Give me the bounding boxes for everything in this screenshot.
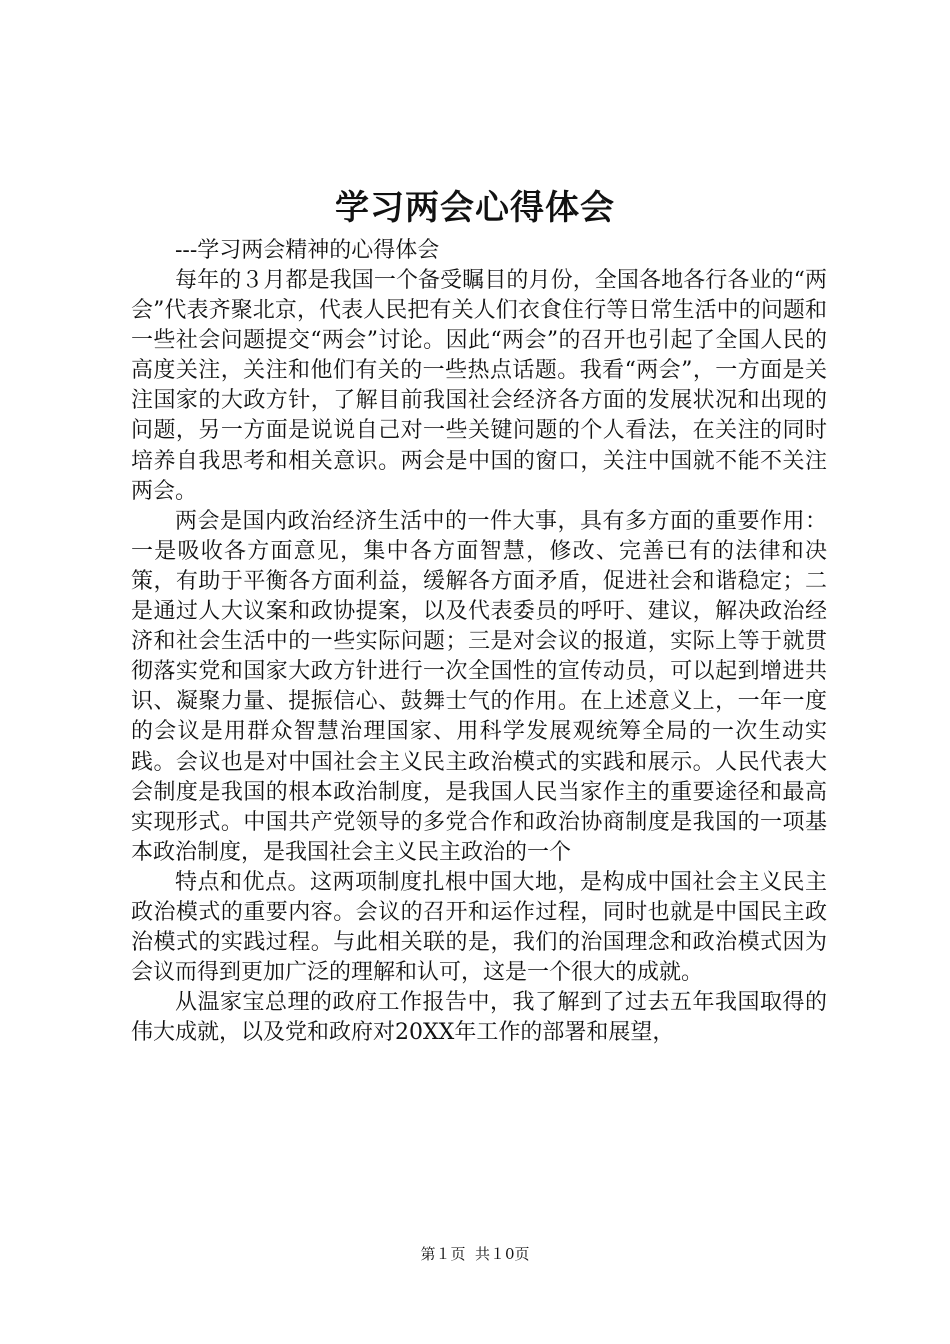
page-number-footer: 第１页 共１0页 (420, 1245, 530, 1263)
document-body (131, 266, 827, 1048)
document-subtitle: ---学习两会精神的心得体会 (175, 238, 440, 263)
paragraph: 两会是国内政治经济生活中的一件大事，具有多方面的重要作用：一是吸收各方面意见，集中各方面智慧，修改、完善已有的法律和决策，有助于平衡各方面利益，缓解各方面矛盾，促进社会和谐稳定；二是通过人大议案和政协提案，以及代表委员的呼吁、建议，解决政治经济和社会生活中的一些实际问题；三是对会议的报道，实际上等于就贯彻落实党和国家大政方针进行一次全国性的宣传动员，可以起到增进共识、凝聚力量、提振信心、鼓舞士气的作用。在上述意义上，一年一度的会议是用群众智慧治理国家、用科学发展观统筹全局的一次生动实践。会议也是对中国社会主义民主政治模式的实践和展示。人民代表大会制度是我国的根本政治制度，是我国人民当家作主的重要途径和最高实现形式。中国共产党领导的多党合作和政治协商制度是我国的一项基本政治制度，是我国社会主义民主政治的一个 (131, 508, 827, 865)
paragraph: 每年的３月都是我国一个备受瞩目的月份，全国各地各行各业的“两会”代表齐聚北京，代表人民把有关人们衣食住行等日常生活中的问题和一些社会问题提交“两会”讨论。因此“两会”的召开也引起了全国人民的高度关注，关注和他们有关的一些热点话题。我看“两会”，一方面是关注国家的大政方针，了解目前我国社会经济各方面的发展状况和出现的问题，另一方面是说说自己对一些关键问题的个人看法，在关注的同时培养自我思考和相关意识。两会是中国的窗口，关注中国就不能不关注两会。 (131, 268, 827, 504)
paragraph: 特点和优点。这两项制度扎根中国大地，是构成中国社会主义民主政治模式的重要内容。会议的召开和运作过程，同时也就是中国民主政治模式的实践过程。与此相关联的是，我们的治国理念和政治模式因为会议而得到更加广泛的理解和认可，这是一个很大的成就。 (131, 869, 827, 986)
document-title: 学习两会心得体会 (335, 188, 615, 228)
paragraph: 从温家宝总理的政府工作报告中，我了解到了过去五年我国取得的伟大成就，以及党和政府对20XX年工作的部署和展望， (131, 990, 827, 1046)
